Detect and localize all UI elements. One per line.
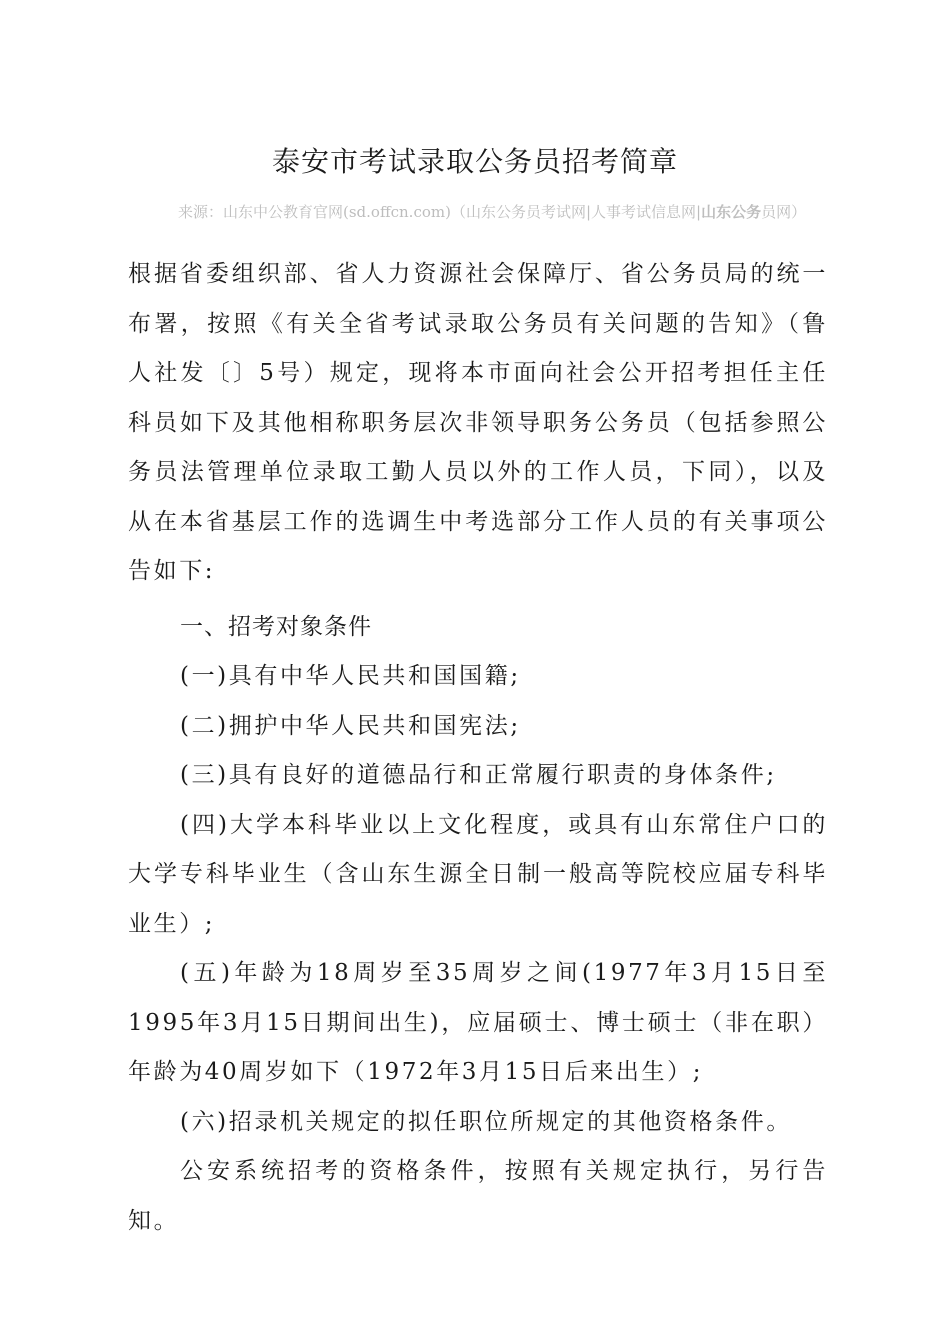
- condition-item-4: (四)大学本科毕业以上文化程度，或具有山东常住户口的大学专科毕业生（含山东生源全日制一般高等院校应届专科毕业生）;: [128, 811, 828, 937]
- source-line: [128, 200, 828, 224]
- source-prefix: 来源：山东中公教育官网(sd.offcn.com)（山东公务员考试网|人事考试信息网|: [178, 203, 702, 221]
- intro-paragraph: 根据省委组织部、省人力资源社会保障厅、省公务员局的统一布署，按照《有关全省考试录取公务员有关问题的告知》（鲁人社发〔〕5号）规定，现将本市面向社会公开招考担任主任科员如下及其他相称职务层次非领导职务公务员（包括参照公务员法管理单位录取工勤人员以外的工作人员，下同），以及从在本省基层工作的选调生中考选部分工作人员的有关事项公告如下:: [128, 261, 828, 584]
- condition-item-2: (二)拥护中华人民共和国宪法;: [180, 712, 521, 739]
- source-brand: 山东公务: [701, 203, 762, 221]
- condition-item-6: (六)招录机关规定的拟任职位所规定的其他资格条件。: [180, 1108, 792, 1135]
- condition-item-3: (三)具有良好的道德品行和正常履行职责的身体条件;: [180, 762, 777, 788]
- condition-item-5: (五)年龄为18周岁至35周岁之间(1977年3月15日至1995年3月15日期间出生)，应届硕士、博士硕士（非在职）年龄为40周岁如下（1972年3月15日后来出生）;: [128, 960, 828, 1085]
- condition-item-1: (一)具有中华人民共和国国籍;: [180, 663, 521, 689]
- document-title: 泰安市考试录取公务员招考简章: [271, 145, 678, 178]
- closing-paragraph: 公安系统招考的资格条件，按照有关规定执行，另行告知。: [128, 1158, 828, 1234]
- source-suffix: 员网）: [761, 203, 807, 221]
- section-heading: 一、招考对象条件: [180, 613, 372, 640]
- document-body: [128, 250, 828, 1246]
